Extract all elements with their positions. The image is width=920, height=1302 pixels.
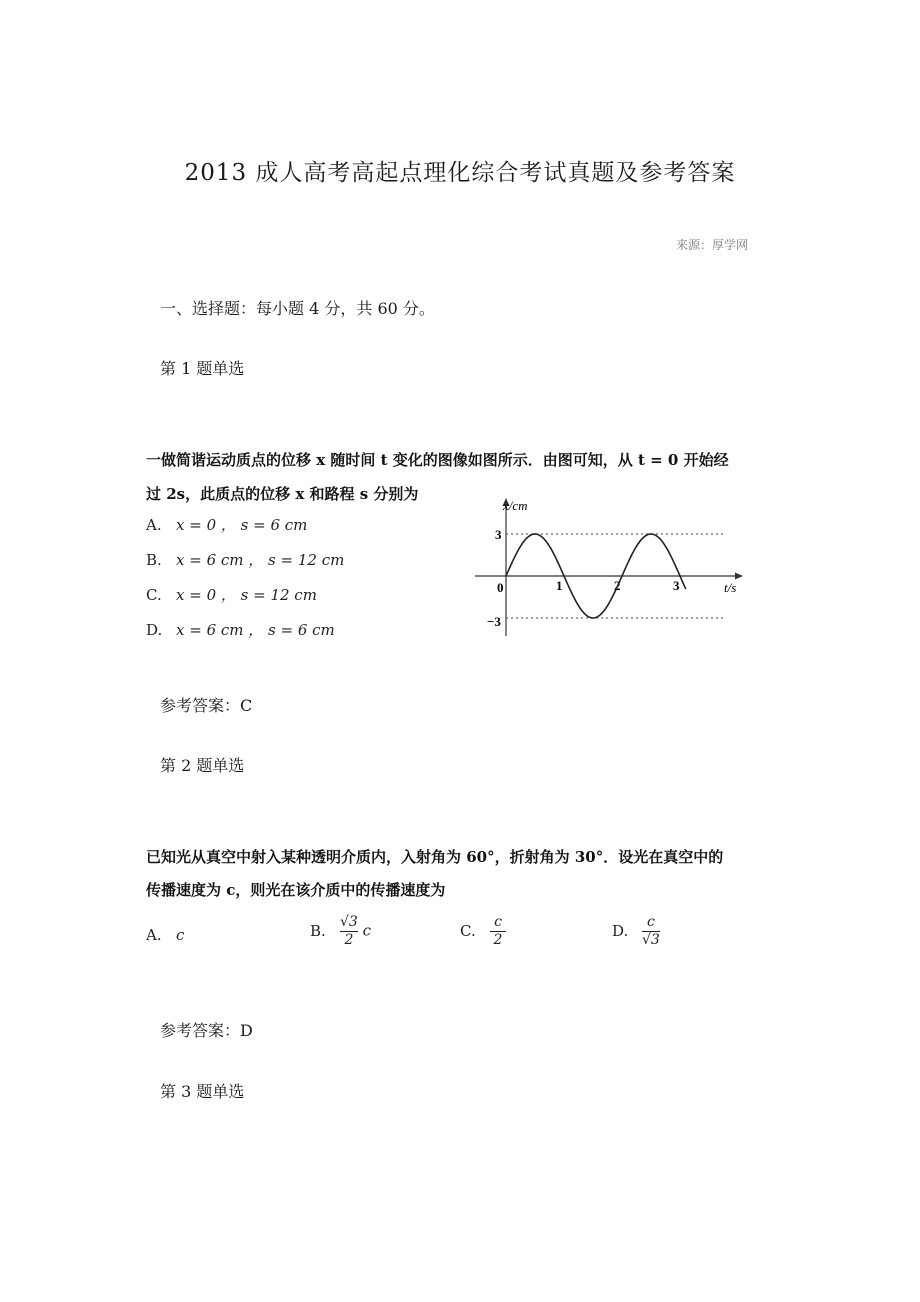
question-2-answer: 参考答案：D (160, 1021, 253, 1040)
fraction (642, 914, 660, 949)
y-tick-3: 3 (495, 527, 502, 542)
fraction (490, 914, 506, 949)
y-tick-neg3: −3 (487, 614, 501, 629)
option-text: x = 6 cm ， s = 12 cm (176, 551, 345, 569)
option-letter: A. (146, 516, 162, 534)
page-title: 2013 成人高考高起点理化综合考试真题及参考答案 (184, 160, 736, 186)
question-2-option-c (460, 914, 506, 949)
y-axis-label: x/cm (503, 498, 528, 513)
option-text: x = 0 ， s = 12 cm (176, 586, 317, 604)
section-heading: 一、选择题：每小题 4 分，共 60 分。 (160, 299, 435, 318)
option-text: x = 0 ， s = 6 cm (176, 516, 308, 534)
option-text: c (176, 926, 185, 944)
fraction-denominator: 2 (344, 932, 354, 948)
fraction (340, 914, 358, 949)
t-axis-arrow-icon (735, 573, 743, 580)
source-attribution: 来源：厚学网 (676, 238, 749, 252)
x-axis-label: t/s (724, 580, 737, 595)
question-2-stem-line2: 传播速度为 c，则光在该介质中的传播速度为 (146, 881, 446, 899)
question-1-stem-line1: 一做简谐运动质点的位移 x 随时间 t 变化的图像如图所示．由图可知，从 t = 0 开始经 (146, 451, 729, 469)
displacement-time-graph (465, 490, 755, 640)
option-letter: D. (612, 921, 629, 940)
option-letter: D. (146, 621, 163, 639)
question-1-option-c (146, 584, 317, 605)
x-tick-1: 1 (556, 578, 563, 593)
fraction-denominator: √3 (642, 932, 660, 948)
question-2-option-d (612, 914, 660, 949)
question-1-stem-line2: 过 2s，此质点的位移 x 和路程 s 分别为 (146, 485, 419, 503)
question-2-option-b (310, 914, 371, 949)
option-letter: B. (310, 921, 326, 940)
fraction-numerator: √3 (340, 914, 358, 930)
fraction-numerator: c (646, 914, 655, 930)
option-text: x = 6 cm ， s = 6 cm (176, 621, 335, 639)
x-tick-3: 3 (673, 578, 680, 593)
question-1-option-a (146, 514, 307, 535)
option-letter: C. (146, 586, 162, 604)
option-letter: A. (146, 926, 162, 944)
question-1-option-b (146, 549, 344, 570)
option-suffix: c (362, 921, 372, 940)
question-1-option-d (146, 619, 335, 640)
x-tick-2: 2 (614, 578, 621, 593)
question-2-label: 第 2 题单选 (160, 756, 245, 775)
fraction-denominator: 2 (493, 932, 503, 948)
fraction-numerator: c (494, 914, 502, 930)
question-3-label: 第 3 题单选 (160, 1082, 245, 1101)
option-letter: C. (460, 921, 476, 940)
option-letter: B. (146, 551, 162, 569)
question-1-label: 第 1 题单选 (160, 359, 245, 378)
question-2-option-a (146, 926, 184, 944)
x-tick-0: 0 (497, 580, 504, 595)
question-2-stem-line1: 已知光从真空中射入某种透明介质内，入射角为 60°，折射角为 30°．设光在真空中的 (146, 848, 724, 866)
question-1-answer: 参考答案：C (160, 696, 253, 715)
